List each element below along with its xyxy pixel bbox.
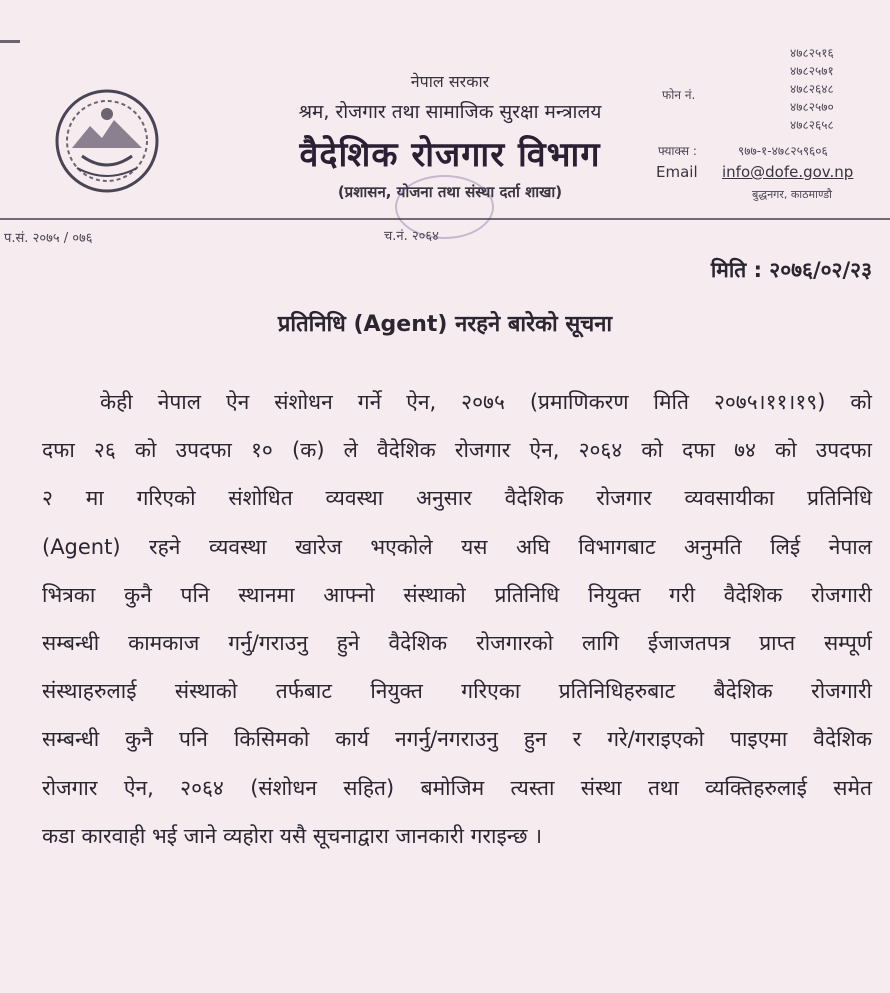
phone-number: ४७८२६४८	[790, 82, 834, 96]
phone-number: ४७८२५७०	[790, 100, 834, 114]
body-line: भित्रका कुनै पनि स्थानमा आफ्नो संस्थाको प्रतिनिधि नियुक्त गरी वैदेशिक रोजगारी	[42, 582, 872, 607]
phone-number: ४७८२५७१	[790, 64, 834, 78]
notice-body	[42, 378, 872, 860]
notice-title: प्रतिनिधि (Agent) नरहने बारेको सूचना	[277, 312, 613, 337]
fax-label: फ्याक्स :	[658, 144, 697, 158]
dispatch-number: च.नं. २०६४	[384, 229, 439, 244]
phone-number: ४७८२६५८	[790, 118, 834, 132]
body-line: संस्थाहरुलाई संस्थाको तर्फबाट नियुक्त गरिएका प्रतिनिधिहरुबाट बैदेशिक रोजगारी	[42, 679, 872, 704]
notice-date: मिति : २०७६/०२/२३	[710, 258, 872, 282]
body-line: सम्बन्धी कुनै पनि किसिमको कार्य नगर्नु/नगराउनु हुन र गरे/गराइएको पाइएमा वैदेशिक	[42, 727, 872, 752]
body-line: सम्बन्धी कामकाज गर्नु/गराउनु हुने वैदेशिक रोजगारको लागि ईजाजतपत्र प्राप्त सम्पूर्ण	[42, 631, 872, 656]
phone-label: फोन नं.	[662, 88, 696, 102]
fax-number: ९७७-१-४७८२५९६०६	[738, 144, 828, 158]
ministry-name: श्रम, रोजगार तथा सामाजिक सुरक्षा मन्त्रालय	[298, 101, 602, 123]
body-line: केही नेपाल ऐन संशोधन गर्ने ऐन, २०७५ (प्रमाणिकरण मिति २०७५।११।१९) को	[100, 390, 872, 414]
email-address: info@dofe.gov.np	[722, 163, 854, 181]
email-label: Email	[656, 163, 698, 181]
phone-list	[790, 44, 834, 134]
government-name: नेपाल सरकार	[410, 72, 490, 91]
header-divider	[0, 218, 890, 220]
branch-name: (प्रशासन, योजना तथा संस्था दर्ता शाखा)	[337, 183, 563, 201]
body-line: (Agent) रहने व्यवस्था खारेज भएकोले यस अघि विभागबाट अनुमति लिई नेपाल	[42, 534, 872, 559]
department-name: वैदेशिक रोजगार विभाग	[299, 135, 601, 175]
margin-mark	[0, 40, 20, 43]
body-line: रोजगार ऐन, २०६४ (संशोधन सहित) बमोजिम त्यस्ता संस्था तथा व्यक्तिहरुलाई समेत	[42, 775, 872, 800]
body-line: २ मा गरिएको संशोधित व्यवस्था अनुसार वैदेशिक रोजगार व्यवसायीका प्रतिनिधि	[42, 486, 872, 511]
phone-number: ४७८२५१६	[790, 46, 834, 60]
office-address: बुद्धनगर, काठमाण्डौ	[752, 188, 832, 201]
body-line: कडा कारवाही भई जाने व्यहोरा यसै सूचनाद्वारा जानकारी गराइन्छ ।	[42, 823, 543, 848]
nepal-emblem-icon	[52, 86, 162, 196]
body-line: दफा २६ को उपदफा १० (क) ले वैदेशिक रोजगार ऐन, २०६४ को दफा ७४ को उपदफा	[42, 438, 872, 463]
reference-number: प.सं. २०७५ / ०७६	[4, 231, 93, 246]
